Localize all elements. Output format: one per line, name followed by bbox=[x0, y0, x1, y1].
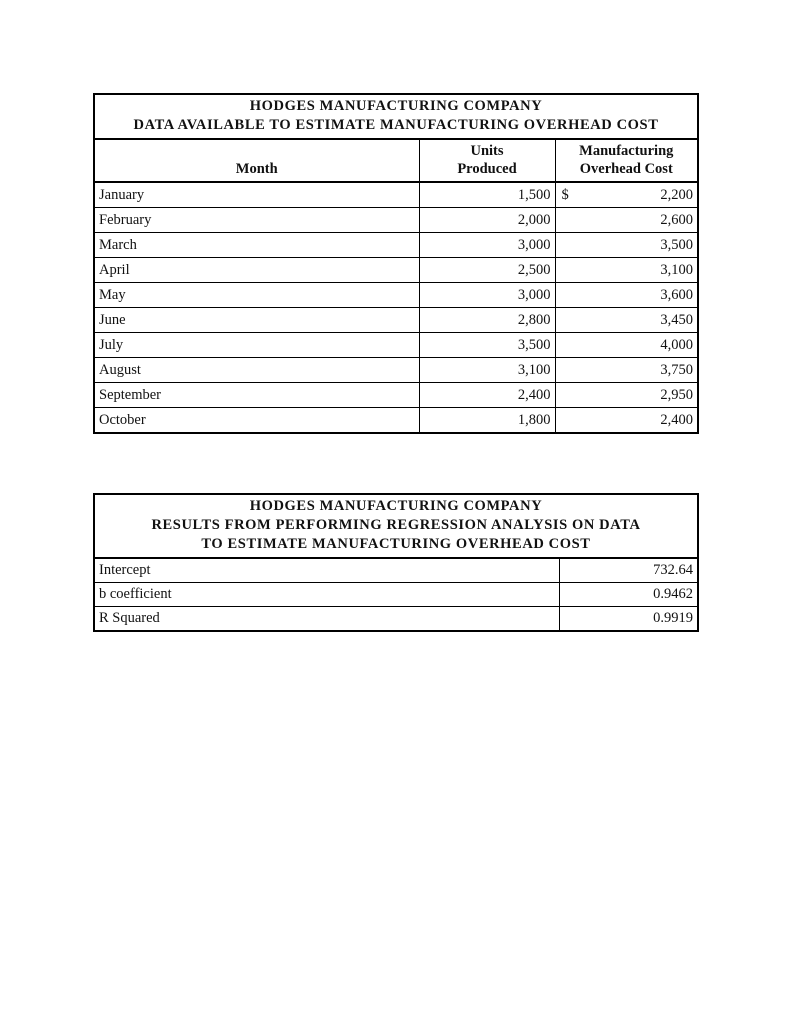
statistic-label: Intercept bbox=[94, 558, 559, 583]
table-row bbox=[94, 283, 698, 308]
table-title bbox=[94, 494, 698, 558]
table-row bbox=[94, 383, 698, 408]
month-cell: October bbox=[94, 408, 419, 434]
month-cell: July bbox=[94, 333, 419, 358]
cost-cell: 3,750 bbox=[555, 358, 698, 383]
cost-header-line-2: Overhead Cost bbox=[579, 161, 673, 177]
cost-cell: 3,600 bbox=[555, 283, 698, 308]
table-row bbox=[94, 358, 698, 383]
cost-cell: 4,000 bbox=[555, 333, 698, 358]
table-row bbox=[94, 258, 698, 283]
statistic-value: 0.9919 bbox=[559, 607, 698, 632]
month-cell: August bbox=[94, 358, 419, 383]
table-row bbox=[94, 182, 698, 208]
table-row bbox=[94, 333, 698, 358]
cost-cell: 2,950 bbox=[555, 383, 698, 408]
units-cell: 3,500 bbox=[419, 333, 555, 358]
units-cell: 3,000 bbox=[419, 233, 555, 258]
table-title-line-2: DATA AVAILABLE TO ESTIMATE MANUFACTURING OVERHEAD COST bbox=[133, 117, 659, 133]
cost-cell: 3,450 bbox=[555, 308, 698, 333]
statistic-label: b coefficient bbox=[94, 583, 559, 607]
table-row bbox=[94, 408, 698, 434]
cost-header-line-1: Manufacturing bbox=[579, 143, 674, 159]
units-cell: 1,500 bbox=[419, 182, 555, 208]
cost-cell: 2,400 bbox=[555, 408, 698, 434]
units-cell: 2,800 bbox=[419, 308, 555, 333]
table-title-line-1: HODGES MANUFACTURING COMPANY bbox=[249, 498, 543, 514]
table-row bbox=[94, 607, 698, 632]
month-cell: May bbox=[94, 283, 419, 308]
cost-cell: 3,100 bbox=[555, 258, 698, 283]
table-title-line-2: RESULTS FROM PERFORMING REGRESSION ANALYSIS ON DATA bbox=[151, 517, 641, 533]
cost-value: 2,200 bbox=[660, 187, 694, 203]
cost-cell bbox=[555, 182, 698, 208]
statistic-label: R Squared bbox=[94, 607, 559, 632]
month-cell: April bbox=[94, 258, 419, 283]
month-column-header: Month bbox=[94, 139, 419, 182]
units-cell: 3,100 bbox=[419, 358, 555, 383]
month-cell: February bbox=[94, 208, 419, 233]
overhead-data-table bbox=[93, 93, 699, 434]
table-title-line-1: HODGES MANUFACTURING COMPANY bbox=[249, 98, 543, 114]
units-header-line-1: Units bbox=[470, 143, 504, 159]
table-row bbox=[94, 558, 698, 583]
month-cell: March bbox=[94, 233, 419, 258]
units-header-line-2: Produced bbox=[457, 161, 517, 177]
units-cell: 2,000 bbox=[419, 208, 555, 233]
month-cell: September bbox=[94, 383, 419, 408]
month-cell: January bbox=[94, 182, 419, 208]
table-title bbox=[94, 94, 698, 139]
units-cell: 3,000 bbox=[419, 283, 555, 308]
cost-cell: 3,500 bbox=[555, 233, 698, 258]
table-row bbox=[94, 583, 698, 607]
units-produced-column-header bbox=[419, 139, 555, 182]
statistic-value: 0.9462 bbox=[559, 583, 698, 607]
statistic-value: 732.64 bbox=[559, 558, 698, 583]
cost-cell: 2,600 bbox=[555, 208, 698, 233]
overhead-cost-column-header bbox=[555, 139, 698, 182]
table-row bbox=[94, 208, 698, 233]
currency-symbol: $ bbox=[561, 187, 569, 203]
table-title-line-3: TO ESTIMATE MANUFACTURING OVERHEAD COST bbox=[201, 536, 591, 552]
units-cell: 2,500 bbox=[419, 258, 555, 283]
table-row bbox=[94, 233, 698, 258]
units-cell: 2,400 bbox=[419, 383, 555, 408]
units-cell: 1,800 bbox=[419, 408, 555, 434]
table-row bbox=[94, 308, 698, 333]
month-cell: June bbox=[94, 308, 419, 333]
regression-results-table bbox=[93, 493, 699, 632]
